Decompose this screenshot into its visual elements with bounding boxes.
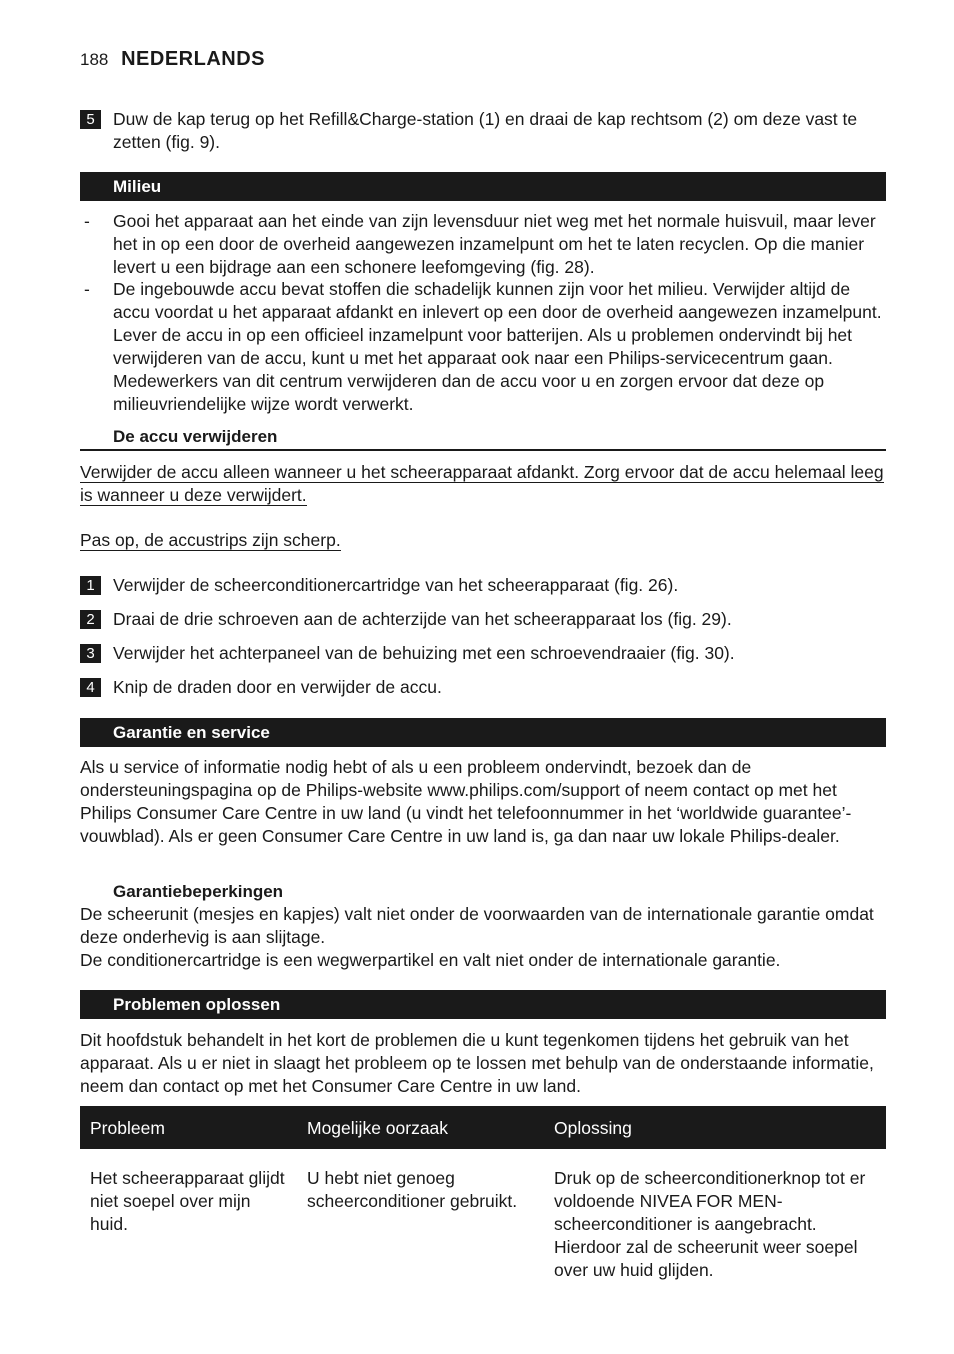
cell-oorzaak: U hebt niet genoeg scheerconditioner gebruikt. xyxy=(297,1152,544,1288)
step-text: Draai de drie schroeven aan de achterzijde van het scheerapparaat los (fig. 29). xyxy=(113,609,732,629)
column-header-oplossing: Oplossing xyxy=(544,1106,886,1152)
garantie-limit-1: De scheerunit (mesjes en kapjes) valt niet onder de voorwaarden van de internationale garantie omdat deze onderhevig is aan slijtage. xyxy=(80,904,874,947)
list-item xyxy=(80,278,886,416)
step-5 xyxy=(80,108,886,154)
step-number-badge: 5 xyxy=(80,110,101,129)
list-item xyxy=(80,210,886,279)
cell-probleem: Het scheerapparaat glijdt niet soepel over mijn huid. xyxy=(80,1152,297,1288)
step-number-badge: 2 xyxy=(80,610,101,629)
section-heading-problemen: Problemen oplossen xyxy=(80,990,886,1019)
step-text: Knip de draden door en verwijder de accu. xyxy=(113,677,442,697)
support-link[interactable]: www.philips.com/support xyxy=(427,780,620,800)
step-4 xyxy=(80,676,886,699)
step-2 xyxy=(80,608,886,631)
warning-text xyxy=(80,461,886,507)
step-text: Duw de kap terug op het Refill&Charge-station (1) en draai de kap rechtsom (2) om deze vast te zetten (fig. 9). xyxy=(113,109,858,152)
list-item-text: Gooi het apparaat aan het einde van zijn levensduur niet weg met het normale huisvuil, maar lever het in op een door de overheid aangewezen inzamelpunt om het te laten recyclen. Op die manier levert u een bijdrage aan een schonere leefomgeving (fig. 28). xyxy=(113,211,876,277)
troubleshooting-table xyxy=(80,1106,886,1288)
section-heading-accu: De accu verwijderen xyxy=(80,425,886,451)
table-row xyxy=(80,1152,886,1288)
garantie-paragraph xyxy=(80,756,886,848)
list-item-text: De ingebouwde accu bevat stoffen die schadelijk kunnen zijn voor het milieu. Verwijder altijd de accu voordat u het apparaat afdankt en inlevert op een door de overheid aangewezen inzamelpunt. Lever de accu in op een officieel inzamelpunt voor batterijen. Als u problemen ondervindt bij het verwijderen van de accu, kunt u met het apparaat ook naar een Philips-servicecentrum gaan. Medewerkers van dit centrum verwijderen dan de accu voor u en zorgen ervoor dat deze op milieuvriendelijke wijze wordt verwerkt. xyxy=(113,279,882,414)
column-header-probleem: Probleem xyxy=(80,1106,297,1152)
caution-text-underlined: Pas op, de accustrips zijn scherp. xyxy=(80,530,341,550)
step-number-badge: 1 xyxy=(80,576,101,595)
page-number: 188 xyxy=(80,50,109,69)
bullet-dash: - xyxy=(84,279,90,299)
table-header-row xyxy=(80,1106,886,1152)
column-header-oorzaak: Mogelijke oorzaak xyxy=(297,1106,544,1152)
section-heading-milieu: Milieu xyxy=(80,172,886,201)
step-text: Verwijder de scheerconditionercartridge van het scheerapparaat (fig. 26). xyxy=(113,575,679,595)
garantie-limit-2: De conditionercartridge is een wegwerpartikel en valt niet onder de internationale garantie. xyxy=(80,950,781,970)
garantie-text-before: Als u service of informatie nodig hebt of als u een probleem ondervindt, bezoek dan de ondersteuningspagina op de Philips-website xyxy=(80,757,752,800)
step-1 xyxy=(80,574,886,597)
subheading-garantiebeperkingen: Garantiebeperkingen xyxy=(113,882,284,901)
step-number-badge: 3 xyxy=(80,644,101,663)
step-text: Verwijder het achterpaneel van de behuizing met een schroevendraaier (fig. 30). xyxy=(113,643,735,663)
warning-text-underlined: Verwijder de accu alleen wanneer u het scheerapparaat afdankt. Zorg ervoor dat de accu helemaal leeg is wanneer u deze verwijdert. xyxy=(80,462,884,505)
step-number-badge: 4 xyxy=(80,678,101,697)
caution-text xyxy=(80,529,886,552)
page-header xyxy=(80,48,265,71)
bullet-dash: - xyxy=(84,211,90,231)
step-3 xyxy=(80,642,886,665)
problemen-intro: Dit hoofdstuk behandelt in het kort de problemen die u kunt tegenkomen tijdens het gebruik van het apparaat. Als u er niet in slaagt het probleem op te lossen met behulp van de onderstaande informatie, neem dan contact op met het Consumer Care Centre in uw land. xyxy=(80,1030,874,1096)
cell-oplossing: Druk op de scheerconditionerknop tot er voldoende NIVEA FOR MEN-scheerconditioner is aangebracht. Hierdoor zal de scheerunit weer soepel over uw huid glijden. xyxy=(544,1152,886,1288)
page-language-title: NEDERLANDS xyxy=(121,48,266,70)
garantie-text-after: of neem contact op met het Philips Consumer Care Centre in uw land (u vindt het telefoonnummer in het ‘worldwide guarantee’-vouwblad). Als er geen Consumer Care Centre in uw land is, ga dan naar uw lokale Philips-dealer. xyxy=(80,780,852,846)
section-heading-garantie: Garantie en service xyxy=(80,718,886,747)
